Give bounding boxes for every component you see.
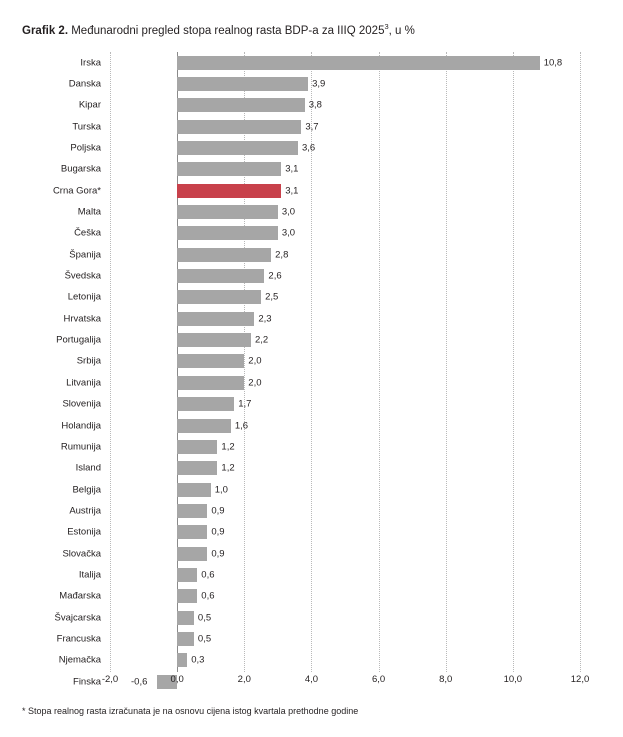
category-label: Slovenija	[62, 398, 101, 410]
value-label: 0,5	[197, 633, 212, 645]
title-prefix: Grafik 2.	[22, 24, 69, 37]
bar-row	[68, 73, 580, 94]
bar	[177, 162, 281, 176]
x-tick-label: 6,0	[371, 674, 386, 685]
bar-row	[72, 479, 580, 500]
value-label: 2,8	[275, 249, 289, 261]
value-label: 1,0	[214, 484, 228, 496]
category-label: Poljska	[70, 142, 101, 154]
category-label: Češka	[74, 227, 101, 239]
value-label: 3,7	[305, 121, 319, 133]
bar	[177, 269, 264, 283]
plot-area	[52, 52, 590, 688]
bar-row	[62, 543, 580, 564]
category-label: Danska	[68, 78, 101, 90]
value-label: 0,5	[197, 612, 212, 624]
value-label: 1,6	[234, 420, 249, 432]
bar-row	[61, 415, 580, 436]
bar	[177, 419, 231, 433]
bar-row	[75, 458, 580, 479]
value-label: 0,9	[211, 548, 225, 560]
value-label: 10,8	[543, 57, 563, 69]
bar	[177, 632, 194, 646]
category-label: Austrija	[69, 505, 101, 517]
value-label: -0,6	[131, 676, 148, 688]
bar-row	[60, 159, 580, 180]
category-label: Holandija	[61, 420, 101, 432]
value-label: 2,0	[248, 377, 262, 389]
category-label: Španija	[69, 249, 101, 261]
bar	[177, 483, 211, 497]
value-label: 1,2	[221, 462, 235, 474]
category-label: Italija	[78, 569, 101, 581]
value-label: 0,6	[201, 590, 215, 602]
footnote: * Stopa realnog rasta izračunata je na osnovu cijena istog kvartala prethodne godine	[22, 706, 359, 716]
bar-row	[78, 564, 580, 585]
bar	[177, 653, 187, 667]
title-superscript: 3	[384, 22, 389, 31]
bar	[177, 205, 278, 219]
bar	[177, 376, 244, 390]
bar-row	[69, 500, 580, 521]
bar-row	[67, 522, 580, 543]
bar-row	[77, 201, 580, 222]
category-label: Bugarska	[60, 163, 101, 175]
category-label: Irska	[80, 57, 101, 69]
bar	[177, 333, 251, 347]
bar-row	[66, 372, 580, 393]
gridline	[580, 52, 581, 672]
bar-row	[60, 436, 580, 457]
bar-row	[63, 308, 580, 329]
bar	[177, 98, 305, 112]
bar-row	[74, 223, 580, 244]
bar-row	[59, 586, 580, 607]
bar-row	[80, 52, 580, 73]
category-label: Hrvatska	[63, 313, 101, 325]
bar	[177, 461, 217, 475]
value-label: 0,6	[201, 569, 215, 581]
bar	[177, 611, 194, 625]
bar-row	[64, 265, 580, 286]
value-label: 3,9	[312, 78, 326, 90]
category-label: Portugalija	[56, 334, 101, 346]
bar	[177, 440, 217, 454]
x-tick-label: 0,0	[170, 674, 184, 685]
category-label: Malta	[77, 206, 101, 218]
bar	[177, 141, 298, 155]
bar-row	[78, 95, 580, 116]
bar	[177, 312, 254, 326]
bar	[177, 226, 278, 240]
category-label: Letonija	[67, 291, 101, 303]
bar	[177, 77, 308, 91]
bar	[177, 547, 207, 561]
page-title	[22, 20, 415, 38]
value-label: 0,9	[211, 526, 225, 538]
category-label: Kipar	[78, 99, 101, 111]
title-suffix: , u %	[388, 24, 415, 37]
x-tick-label: 2,0	[237, 674, 251, 685]
bar-row	[54, 607, 580, 628]
bar	[177, 589, 197, 603]
bar	[177, 184, 281, 198]
bar-row	[58, 650, 580, 671]
category-label: Estonija	[67, 526, 101, 538]
bar-row	[62, 394, 580, 415]
value-label: 3,0	[281, 227, 296, 239]
bar-row	[67, 287, 580, 308]
value-label: 2,2	[255, 334, 269, 346]
category-label: Mađarska	[59, 590, 101, 602]
bar-rows	[52, 52, 580, 692]
category-label: Turska	[72, 121, 101, 133]
bar-row	[56, 329, 580, 350]
value-label: 2,5	[265, 291, 279, 303]
category-label: Finska	[73, 676, 101, 688]
bar	[177, 354, 244, 368]
value-label: 0,9	[211, 505, 225, 517]
bar-row	[72, 116, 580, 137]
x-tick-label: 12,0	[570, 674, 590, 685]
bar	[177, 120, 301, 134]
category-label: Njemačka	[58, 654, 101, 666]
x-tick-label: 8,0	[439, 674, 453, 685]
bar-row	[52, 180, 580, 201]
bar	[177, 504, 207, 518]
bar-row	[76, 351, 580, 372]
value-label: 2,0	[248, 355, 262, 367]
value-label: 2,6	[268, 270, 282, 282]
category-label: Island	[75, 462, 101, 474]
value-label: 1,7	[238, 398, 252, 410]
value-label: 3,1	[285, 163, 299, 175]
category-label: Belgija	[72, 484, 101, 496]
category-label: Rumunija	[60, 441, 101, 453]
bar	[177, 56, 540, 70]
bar-row	[69, 244, 580, 265]
value-label: 3,6	[302, 142, 316, 154]
chart	[22, 48, 602, 688]
bar-row	[56, 628, 580, 649]
value-label: 3,1	[285, 185, 299, 197]
category-label: Crna Gora*	[52, 185, 101, 197]
x-tick-label: 4,0	[304, 674, 319, 685]
bar	[177, 568, 197, 582]
value-label: 3,8	[308, 99, 322, 111]
value-label: 0,3	[191, 654, 205, 666]
bar	[177, 525, 207, 539]
title-text: Međunarodni pregled stopa realnog rasta BDP-a za IIIQ 2025	[68, 24, 385, 37]
category-label: Francuska	[56, 633, 101, 645]
bar	[177, 290, 261, 304]
value-label: 3,0	[281, 206, 296, 218]
category-label: Švajcarska	[54, 612, 101, 624]
bar	[177, 397, 234, 411]
category-label: Litvanija	[66, 377, 101, 389]
x-tick-label: -2,0	[101, 674, 119, 685]
category-label: Srbija	[76, 355, 101, 367]
bar	[177, 248, 271, 262]
category-label: Švedska	[64, 270, 101, 282]
value-label: 1,2	[221, 441, 235, 453]
value-label: 2,3	[258, 313, 272, 325]
x-tick-label: 10,0	[503, 674, 523, 685]
bar-row	[70, 137, 580, 158]
category-label: Slovačka	[62, 548, 101, 560]
